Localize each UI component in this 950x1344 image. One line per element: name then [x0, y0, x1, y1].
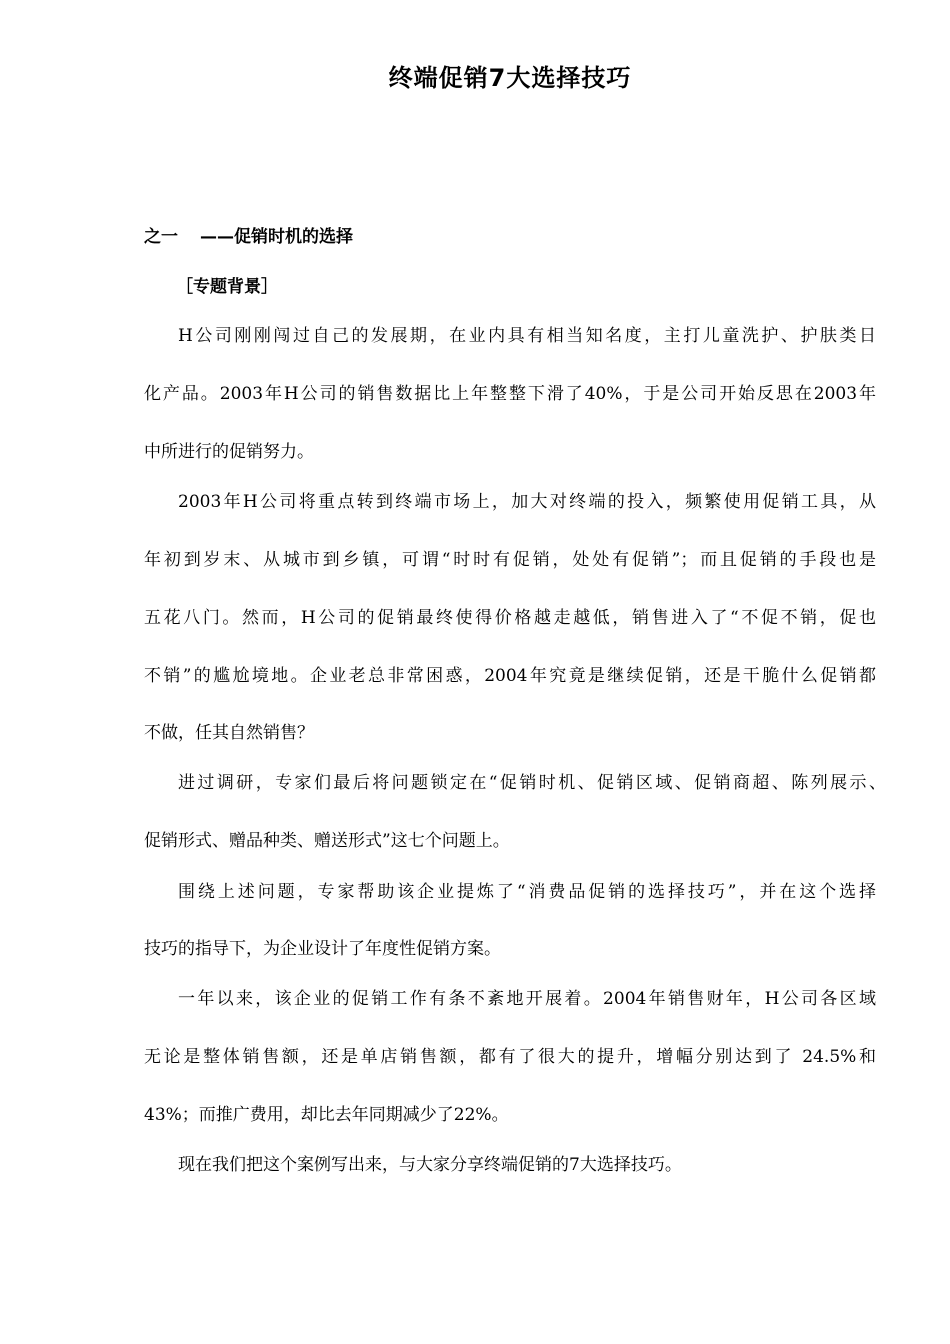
paragraph-3-line-2: 促销形式、赠品种类、赠送形式”这七个问题上。	[144, 831, 510, 851]
paragraph-2-line-3: 五花八门。然而，H公司的促销最终使得价格越走越低，销售进入了“不促不销，促也	[144, 608, 876, 628]
section-heading	[144, 224, 353, 250]
paragraph-6-line-1: 现在我们把这个案例写出来，与大家分享终端促销的7大选择技巧。	[178, 1155, 682, 1175]
document-title: 终端促销7大选择技巧	[388, 64, 632, 92]
section-number: 之一	[144, 227, 178, 247]
paragraph-5-line-3: 43%；而推广费用，却比去年同期减少了22%。	[144, 1105, 509, 1125]
background-heading: ［专题背景］	[176, 277, 278, 297]
paragraph-4-line-2: 技巧的指导下，为企业设计了年度性促销方案。	[144, 939, 501, 959]
paragraph-2-line-2: 年初到岁末、从城市到乡镇，可谓“时时有促销，处处有促销”；而且促销的手段也是	[144, 550, 876, 570]
paragraph-2-line-5: 不做，任其自然销售？	[144, 723, 314, 743]
paragraph-4-line-1: 围绕上述问题，专家帮助该企业提炼了“消费品促销的选择技巧”，并在这个选择	[178, 882, 876, 902]
paragraph-1-line-3: 中所进行的促销努力。	[144, 442, 314, 462]
section-title: ——促销时机的选择	[200, 227, 353, 247]
paragraph-2-line-4: 不销”的尴尬境地。企业老总非常困惑，2004年究竟是继续促销，还是干脆什么促销都	[144, 666, 876, 686]
paragraph-2-line-1: 2003年H公司将重点转到终端市场上，加大对终端的投入，频繁使用促销工具，从	[178, 492, 876, 512]
paragraph-1-line-1: H公司刚刚闯过自己的发展期，在业内具有相当知名度，主打儿童洗护、护肤类日	[178, 326, 876, 346]
paragraph-3-line-1: 进过调研，专家们最后将问题锁定在“促销时机、促销区域、促销商超、陈列展示、	[178, 773, 886, 793]
paragraph-5-line-2: 无论是整体销售额，还是单店销售额，都有了很大的提升，增幅分别达到了 24.5%和	[144, 1047, 876, 1067]
paragraph-5-line-1: 一年以来，该企业的促销工作有条不紊地开展着。2004年销售财年，H公司各区域	[178, 989, 876, 1009]
paragraph-1-line-2: 化产品。2003年H公司的销售数据比上年整整下滑了40%，于是公司开始反思在2003年	[144, 384, 876, 404]
